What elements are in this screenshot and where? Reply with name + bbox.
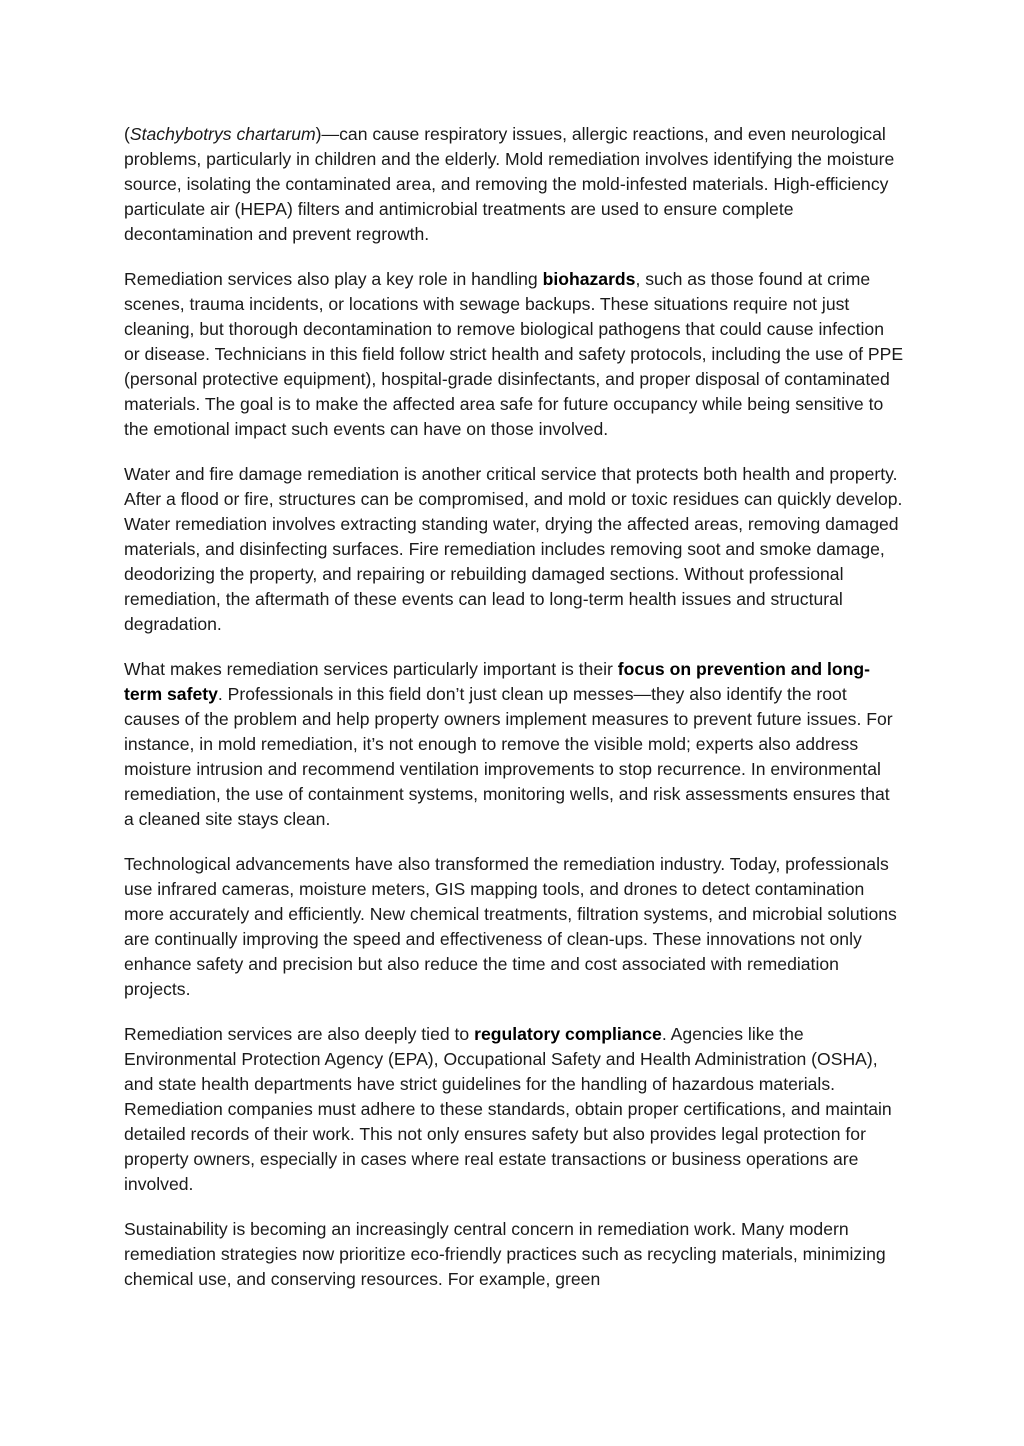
text-segment: Remediation services also play a key role in handling bbox=[124, 269, 543, 289]
emphasis-species-name: Stachybotrys chartarum bbox=[129, 124, 316, 144]
paragraph-compliance bbox=[124, 1022, 904, 1197]
paragraph-sustainability bbox=[124, 1217, 904, 1292]
text-segment: . Professionals in this field don’t just clean up messes—they also identify the root causes of the problem and help property owners implement measures to prevent future issues. For instance, in mold remediation, it’s not enough to remove the visible mold; experts also address moisture intrusion and recommend ventilation improvements to stop recurrence. In environmental remediation, the use of containment systems, monitoring wells, and risk assessments ensures that a cleaned site stays clean. bbox=[124, 684, 893, 829]
text-segment: Remediation services are also deeply tied to bbox=[124, 1024, 475, 1044]
paragraph-biohazards bbox=[124, 267, 904, 442]
text-segment: What makes remediation services particularly important is their bbox=[124, 659, 618, 679]
text-segment: Technological advancements have also transformed the remediation industry. Today, professionals use infrared cameras, moisture meters, GIS mapping tools, and drones to detect contamination more accurately and efficiently. New chemical treatments, filtration systems, and microbial solutions are continually improving the speed and effectiveness of clean-ups. These innovations not only enhance safety and precision but also reduce the time and cost associated with remediation projects. bbox=[124, 854, 897, 999]
text-segment: )—can cause respiratory issues, allergic reactions, and even neurological problems, particularly in children and the elderly. Mold remediation involves identifying the moisture source, isolating the contaminated area, and removing the mold-infested materials. High-efficiency particulate air (HEPA) filters and antimicrobial treatments are used to ensure complete decontamination and prevent regrowth. bbox=[124, 124, 895, 244]
document-body bbox=[124, 122, 904, 1312]
paragraph-mold-continued bbox=[124, 122, 904, 247]
bold-term-biohazards: biohazards bbox=[542, 269, 636, 289]
bold-term-compliance: regulatory compliance bbox=[474, 1024, 662, 1044]
paragraph-technology bbox=[124, 852, 904, 1002]
paragraph-prevention bbox=[124, 657, 904, 832]
text-segment: . Agencies like the Environmental Protection Agency (EPA), Occupational Safety and Health Administration (OSHA), and state health departments have strict guidelines for the handling of hazardous materials. Remediation companies must adhere to these standards, obtain proper certifications, and maintain detailed records of their work. This not only ensures safety but also provides legal protection for property owners, especially in cases where real estate transactions or business operations are involved. bbox=[124, 1024, 892, 1194]
bold-term-prevention: focus on prevention and long-term safety bbox=[124, 659, 870, 704]
text-segment: Sustainability is becoming an increasingly central concern in remediation work. Many modern remediation strategies now prioritize eco-friendly practices such as recycling materials, minimizing chemical use, and conserving resources. For example, green bbox=[124, 1219, 886, 1289]
text-segment: Water and fire damage remediation is another critical service that protects both health and property. After a flood or fire, structures can be compromised, and mold or toxic residues can quickly develop. Water remediation involves extracting standing water, drying the affected areas, removing damaged materials, and disinfecting surfaces. Fire remediation includes removing soot and smoke damage, deodorizing the property, and repairing or rebuilding damaged sections. Without professional remediation, the aftermath of these events can lead to long-term health issues and structural degradation. bbox=[124, 464, 903, 634]
text-segment: ( bbox=[124, 124, 130, 144]
paragraph-water-fire bbox=[124, 462, 904, 637]
text-segment: , such as those found at crime scenes, trauma incidents, or locations with sewage backups. These situations require not just cleaning, but thorough decontamination to remove biological pathogens that could cause infection or disease. Technicians in this field follow strict health and safety protocols, including the use of PPE (personal protective equipment), hospital-grade disinfectants, and proper disposal of contaminated materials. The goal is to make the affected area safe for future occupancy while being sensitive to the emotional impact such events can have on those involved. bbox=[124, 269, 904, 439]
